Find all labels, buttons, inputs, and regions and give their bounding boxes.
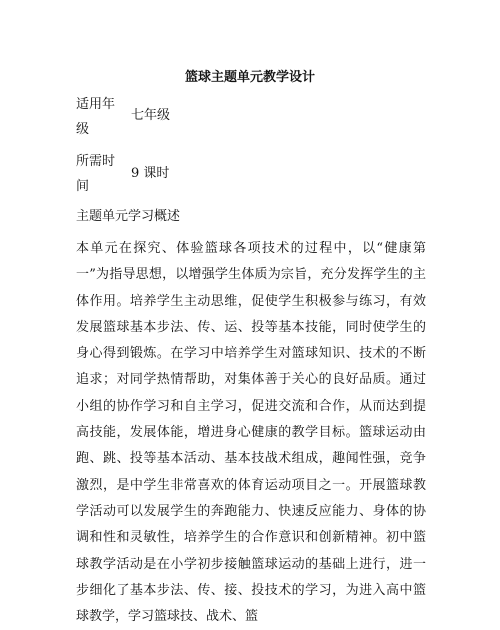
duration-value: 9 课时 [131,166,170,181]
grade-value: 七年级 [131,108,171,123]
grade-label: 适用年级 [76,97,116,137]
duration-label: 所需时间 [76,154,116,194]
section-heading: 主题单元学习概述 [76,209,181,224]
body-paragraph: 本单元在探究、体验篮球各项技术的过程中，以“健康第一”为指导思想，以增强学生体质为宗旨，充分发挥学生的主体作用。培养学生主动思维，促使学生积极参与练习，有效发展篮球基本步法、传、运、投等基本技能，同时使学生的身心得到锻炼。在学习中培养学生对篮球知识、技术的不断追求；对同学热情帮助，对集体善于关心的良好品质。通过小组的协作学习和自主学习，促进交流和合作，从而达到提高技能，发展体能，增进身心健康的教学目标。篮球运动由跑、跳、投等基本活动、基本技战术组成，趣闻性强，竞争激烈，是中学生非常喜欢的体育运动项目之一。开展篮球教学活动可以发展学生的奔跑能力、快速反应能力、身体的协调和性和灵敏性，培养学生的合作意识和创新精神。初中篮球教学活动是在小学初步接触篮球运动的基础上进行，进一步细化了基本步法、传、接、投技术的学习，为进入高中篮球教学，学习篮球技、战术、篮 [76,241,426,625]
document-title: 篮球主题单元教学设计 [184,70,315,85]
